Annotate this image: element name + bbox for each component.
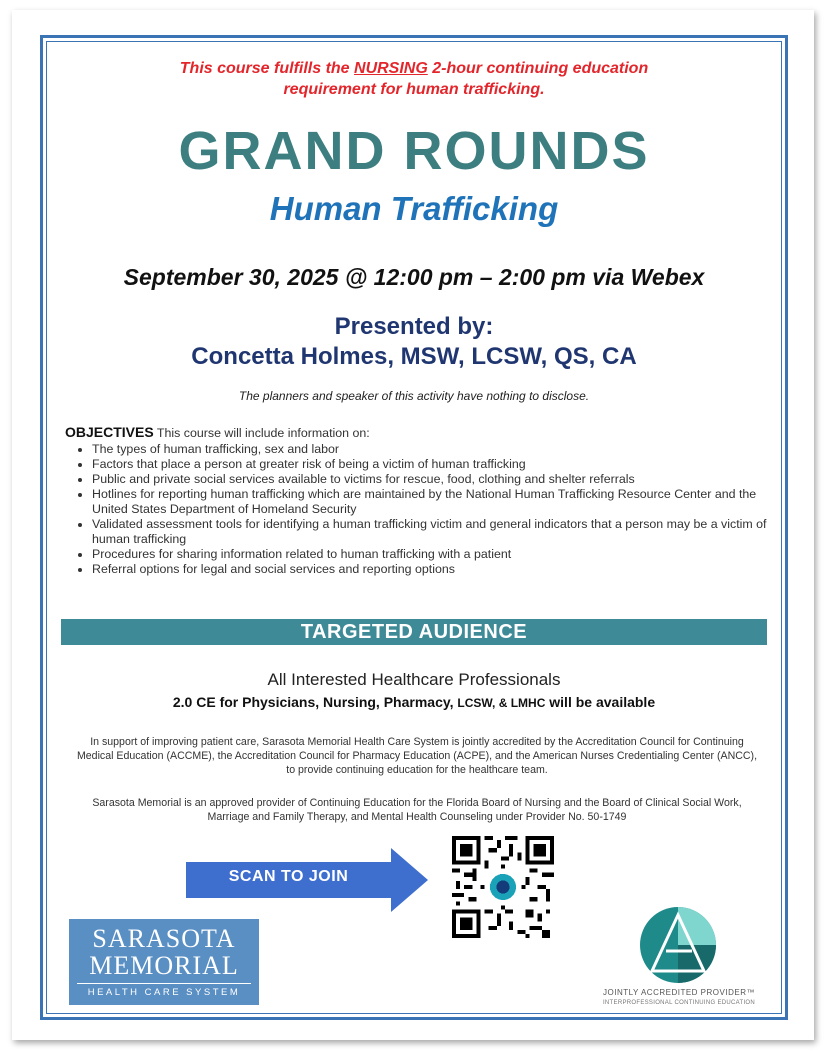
presenter-block bbox=[47, 312, 781, 372]
webex-icon bbox=[487, 871, 520, 904]
ce-credits bbox=[47, 694, 781, 710]
requirement-line1-before: This course fulfills the bbox=[179, 60, 355, 77]
logo-line-1: SARASOTA bbox=[92, 924, 236, 953]
flyer-content bbox=[46, 41, 782, 1014]
logo-line-2: MEMORIAL bbox=[89, 951, 239, 980]
objective-item: • Referral options for legal and social services and reporting options bbox=[92, 562, 767, 577]
scan-to-join-label: SCAN TO JOIN bbox=[228, 868, 349, 885]
objectives-section bbox=[65, 425, 767, 577]
presenter-name: Concetta Holmes, MSW, LCSW, QS, CA bbox=[191, 343, 637, 370]
jointly-accredited-icon bbox=[638, 905, 718, 985]
requirement-notice bbox=[47, 58, 781, 100]
page-title: GRAND ROUNDS bbox=[178, 121, 650, 181]
objectives-heading: OBJECTIVES bbox=[65, 424, 154, 440]
flyer-page bbox=[12, 10, 814, 1040]
logo-line-3: HEALTH CARE SYSTEM bbox=[87, 987, 241, 998]
objective-item: • Hotlines for reporting human trafficking which are maintained by the National Human Trafficking Resource Center and the United States Department of Homeland Security bbox=[92, 487, 767, 517]
audience-banner: TARGETED AUDIENCE bbox=[61, 619, 767, 645]
logo-divider bbox=[77, 983, 251, 984]
requirement-line2: requirement for human trafficking. bbox=[283, 81, 545, 98]
jointly-accredited-label: JOINTLY ACCREDITED PROVIDER™ bbox=[603, 988, 755, 997]
objective-item: • Public and private social services available to victims for rescue, food, clothing and shelter referrals bbox=[92, 472, 767, 487]
ce-text-1: 2.0 CE for Physicians, Nursing, Pharmacy, bbox=[172, 694, 458, 710]
accreditation-paragraph-1: In support of improving patient care, Sarasota Memorial Health Care System is jointly accredited by the Accreditation Council for Continuing Medical Education (ACCME), the Accreditation Council for Pharmacy Education (ACPE), and the American Nurses Credentialing Center (ANCC), to provide continuing education for the healthcare team. bbox=[76, 736, 758, 776]
audience-line: All Interested Healthcare Professionals bbox=[267, 670, 561, 689]
qr-code-icon[interactable] bbox=[452, 836, 554, 938]
ce-text-2: LCSW, & LMHC bbox=[457, 696, 546, 710]
accreditation-paragraph-2: Sarasota Memorial is an approved provider of Continuing Education for the Florida Board of Nursing and the Board of Clinical Social Work, Marriage and Family Therapy, and Mental Health Counseling under Provider No. 50-1749 bbox=[92, 797, 742, 823]
objective-item: • Validated assessment tools for identifying a human trafficking victim and general indicators that a person may be a victim of human trafficking bbox=[92, 517, 767, 547]
objective-item: • Factors that place a person at greater risk of being a victim of human trafficking bbox=[92, 457, 767, 472]
objective-item: • The types of human trafficking, sex and labor bbox=[92, 442, 767, 457]
objectives-intro: This course will include information on: bbox=[153, 426, 370, 440]
interprofessional-label: INTERPROFESSIONAL CONTINUING EDUCATION bbox=[602, 1000, 756, 1006]
event-datetime: September 30, 2025 @ 12:00 pm – 2:00 pm via Webex bbox=[123, 264, 705, 290]
flyer-border bbox=[40, 35, 788, 1020]
ce-text-3: will be available bbox=[545, 694, 656, 710]
objectives-header bbox=[65, 425, 767, 441]
requirement-line1-after: 2-hour continuing education bbox=[427, 60, 649, 77]
disclosure-note: The planners and speaker of this activity have nothing to disclose. bbox=[238, 389, 590, 403]
page-subtitle: Human Trafficking bbox=[269, 190, 559, 227]
presenter-label: Presented by: bbox=[334, 313, 494, 340]
objectives-list bbox=[65, 442, 767, 577]
requirement-emphasis: NURSING bbox=[354, 60, 428, 77]
objective-item: • Procedures for sharing information related to human trafficking with a patient bbox=[92, 547, 767, 562]
sarasota-memorial-logo bbox=[69, 919, 259, 1005]
